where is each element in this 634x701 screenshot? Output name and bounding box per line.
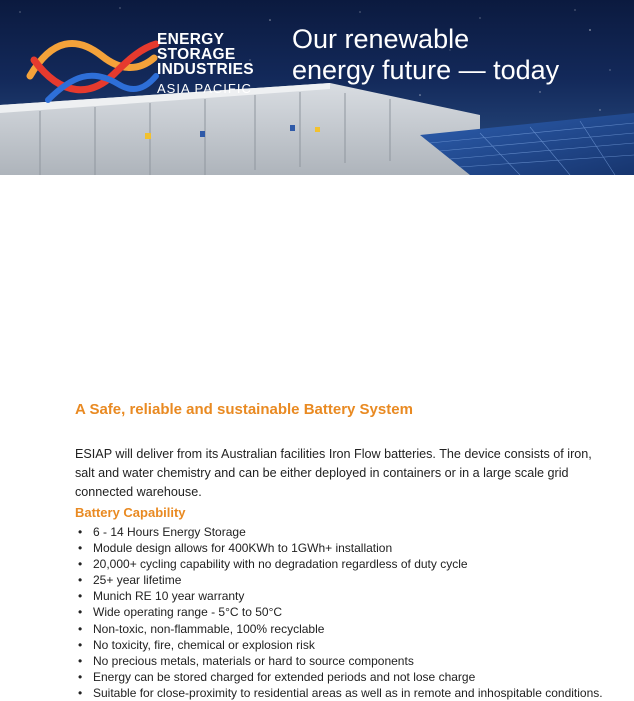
brand-subtitle: ASIA PACIFIC (157, 81, 252, 96)
intro-paragraph: ESIAP will deliver from its Australian facilities Iron Flow batteries. The device consists of iron, salt and water chemistry and can be either deployed in containers or in a large scale grid connected warehouse. (75, 447, 592, 499)
list-item: • 6 - 14 Hours Energy Storage (75, 524, 605, 540)
tagline (292, 24, 559, 86)
ribbon-logo-icon (22, 18, 162, 118)
tagline-line-1: Our renewable (292, 24, 470, 54)
company-brand (157, 32, 254, 96)
capability-list (75, 524, 605, 701)
list-item: • No precious metals, materials or hard to source components (75, 653, 605, 669)
list-item: • No toxicity, fire, chemical or explosion risk (75, 637, 605, 653)
hero-banner (0, 0, 634, 175)
brand-line-2: STORAGE (157, 46, 236, 63)
list-item: • Suitable for close-proximity to residential areas as well as in remote and inhospitable conditions. (75, 685, 605, 701)
list-item: • Munich RE 10 year warranty (75, 588, 605, 604)
list-item: • Energy can be stored charged for extended periods and not lose charge (75, 669, 605, 685)
capability-heading: Battery Capability (75, 505, 186, 520)
page-title: A Safe, reliable and sustainable Battery System (75, 401, 413, 418)
list-item: • Module design allows for 400KWh to 1GWh+ installation (75, 540, 605, 556)
tagline-line-2: energy future — today (292, 55, 560, 85)
list-item: • 20,000+ cycling capability with no degradation regardless of duty cycle (75, 556, 605, 572)
brand-line-1: ENERGY (157, 31, 225, 48)
list-item: • 25+ year lifetime (75, 572, 605, 588)
list-item: • Non-toxic, non-flammable, 100% recyclable (75, 621, 605, 637)
brand-line-3: INDUSTRIES (157, 61, 254, 78)
list-item: • Wide operating range - 5°C to 50°C (75, 604, 605, 620)
